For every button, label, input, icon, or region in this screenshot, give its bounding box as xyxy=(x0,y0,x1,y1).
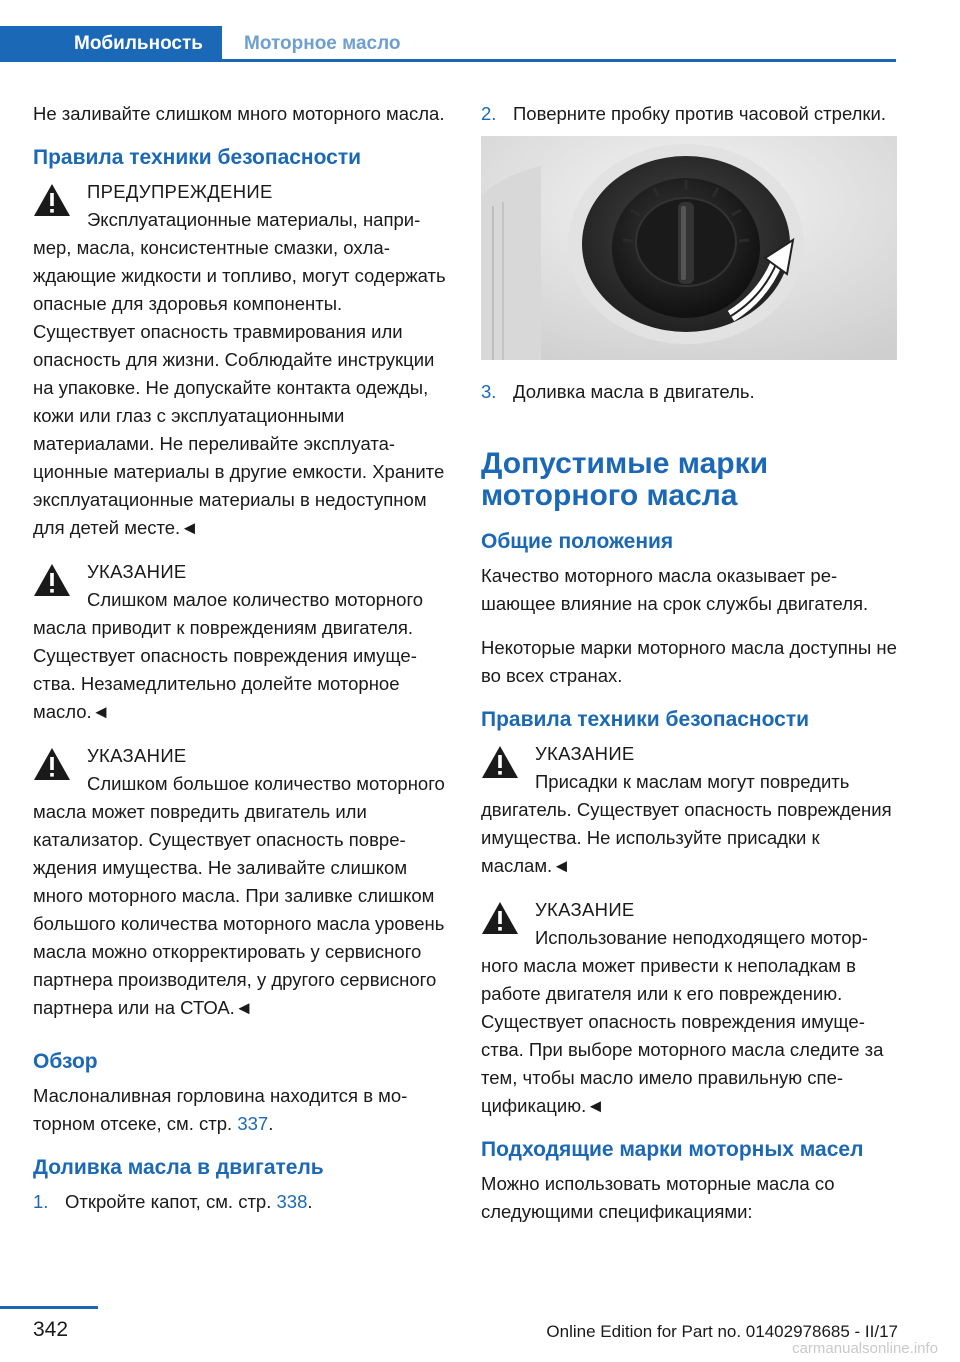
notice-title: УКАЗАНИЕ xyxy=(87,745,187,766)
general-heading: Общие положения xyxy=(481,530,674,553)
warning-title: ПРЕДУПРЕЖДЕНИЕ xyxy=(87,181,273,202)
notice-block xyxy=(33,558,449,726)
left-column xyxy=(33,100,449,1232)
warning-block xyxy=(33,178,449,542)
step-text: Доливка масла в двигатель. xyxy=(513,381,755,402)
step-number: 3. xyxy=(481,381,497,402)
notice-text: Слишком большое количество моторного масла может повредить двигатель или катализатор. Существует опасность повреждения имущества. Не заливайте слишком много моторного масла. При заливке слишком большого количества моторного масла уровень масла можно откорректировать у сервисного партнера производителя, у другого сервисного партнера или на СТОА.◄ xyxy=(33,773,445,1018)
edition-text: Online Edition for Part no. 01402978685 - II/17 xyxy=(546,1322,898,1341)
safety-heading: Правила техники безопасности xyxy=(33,146,362,169)
steps-list xyxy=(33,1188,449,1216)
tab-engine-oil[interactable]: Моторное масло xyxy=(244,33,401,54)
warning-triangle-icon xyxy=(33,182,71,218)
list-item xyxy=(33,1188,449,1216)
overview-period: . xyxy=(268,1113,274,1134)
list-item xyxy=(481,378,897,406)
notice-title: УКАЗАНИЕ xyxy=(87,561,187,582)
oil-cap-photo xyxy=(481,136,897,360)
notice-block xyxy=(33,742,449,1022)
warning-triangle-icon xyxy=(481,900,519,936)
notice-title: УКАЗАНИЕ xyxy=(535,743,635,764)
notice-title: УКАЗАНИЕ xyxy=(535,899,635,920)
notice-block xyxy=(481,896,897,1120)
overview-heading: Обзор xyxy=(33,1050,98,1073)
overview-text xyxy=(33,1082,449,1138)
footer-divider xyxy=(0,1306,98,1309)
step-text: Откройте капот, см. стр. xyxy=(65,1191,272,1212)
notice-block xyxy=(481,740,897,880)
suitable-text: Можно использовать моторные масла со следующими спецификациями: xyxy=(481,1173,835,1222)
step-period: . xyxy=(307,1191,313,1212)
general-text: Некоторые марки моторного масла доступны не во всех странах. xyxy=(481,637,897,686)
tab-mobility[interactable]: Мобильность xyxy=(0,26,222,62)
section-heading: Допустимые марки моторного масла xyxy=(481,447,769,512)
steps-list xyxy=(481,378,897,406)
notice-text: Использование неподходящего моторного масла может привести к неполадкам в работе двигателя или к его повреждению. Существует опасность повреждения имущества. При выборе моторного масла следите за тем, чтобы масло имело правильную спецификацию.◄ xyxy=(481,927,884,1116)
warning-triangle-icon xyxy=(481,744,519,780)
step-text: Поверните пробку против часовой стрелки. xyxy=(513,103,886,124)
safety-heading: Правила техники безопасности xyxy=(481,708,810,731)
warning-triangle-icon xyxy=(33,746,71,782)
suitable-heading: Подходящие марки моторных масел xyxy=(481,1138,864,1161)
page-header xyxy=(0,0,896,62)
page-link-338[interactable]: 338 xyxy=(276,1191,308,1212)
general-text: Качество моторного масла оказывает решающее влияние на срок службы двигателя. xyxy=(481,565,869,614)
topup-heading: Доливка масла в двигатель xyxy=(33,1156,324,1179)
warning-triangle-icon xyxy=(33,562,71,598)
warning-text: Эксплуатационные материалы, например, масла, консистентные смазки, охлаждающие жидкости и топливо, могут содержать опасные для здоровья компоненты. Существует опасность травмирования или опасность для жизни. Соблюдайте инструкции на упаковке. Не допускайте контакта одежды, кожи или глаз с эксплуатационными материалами. Не переливайте эксплуатационные материалы в другие емкости. Храните эксплуатационные материалы в недоступном для детей месте.◄ xyxy=(33,209,446,538)
steps-list xyxy=(481,100,897,128)
overview-sentence: Маслоналивная горловина находится в моторном отсеке, см. стр. xyxy=(33,1085,408,1134)
header-divider xyxy=(222,59,896,62)
page-link-337[interactable]: 337 xyxy=(237,1113,269,1134)
page-number: 342 xyxy=(33,1318,69,1341)
list-item xyxy=(481,100,897,128)
notice-text: Слишком малое количество моторного масла приводит к повреждениям двигателя. Существует опасность повреждения имущества. Незамедлительно долейте моторное масло.◄ xyxy=(33,589,424,722)
step-number: 1. xyxy=(33,1191,49,1212)
step-number: 2. xyxy=(481,103,497,124)
watermark: carmanualsonline.info xyxy=(792,1340,938,1357)
notice-text: Присадки к маслам могут повредить двигатель. Существует опасность повреждения имущества. Не используйте присадки к маслам.◄ xyxy=(481,771,892,876)
intro-text: Не заливайте слишком много моторного масла. xyxy=(33,103,445,124)
right-column xyxy=(481,100,897,1242)
